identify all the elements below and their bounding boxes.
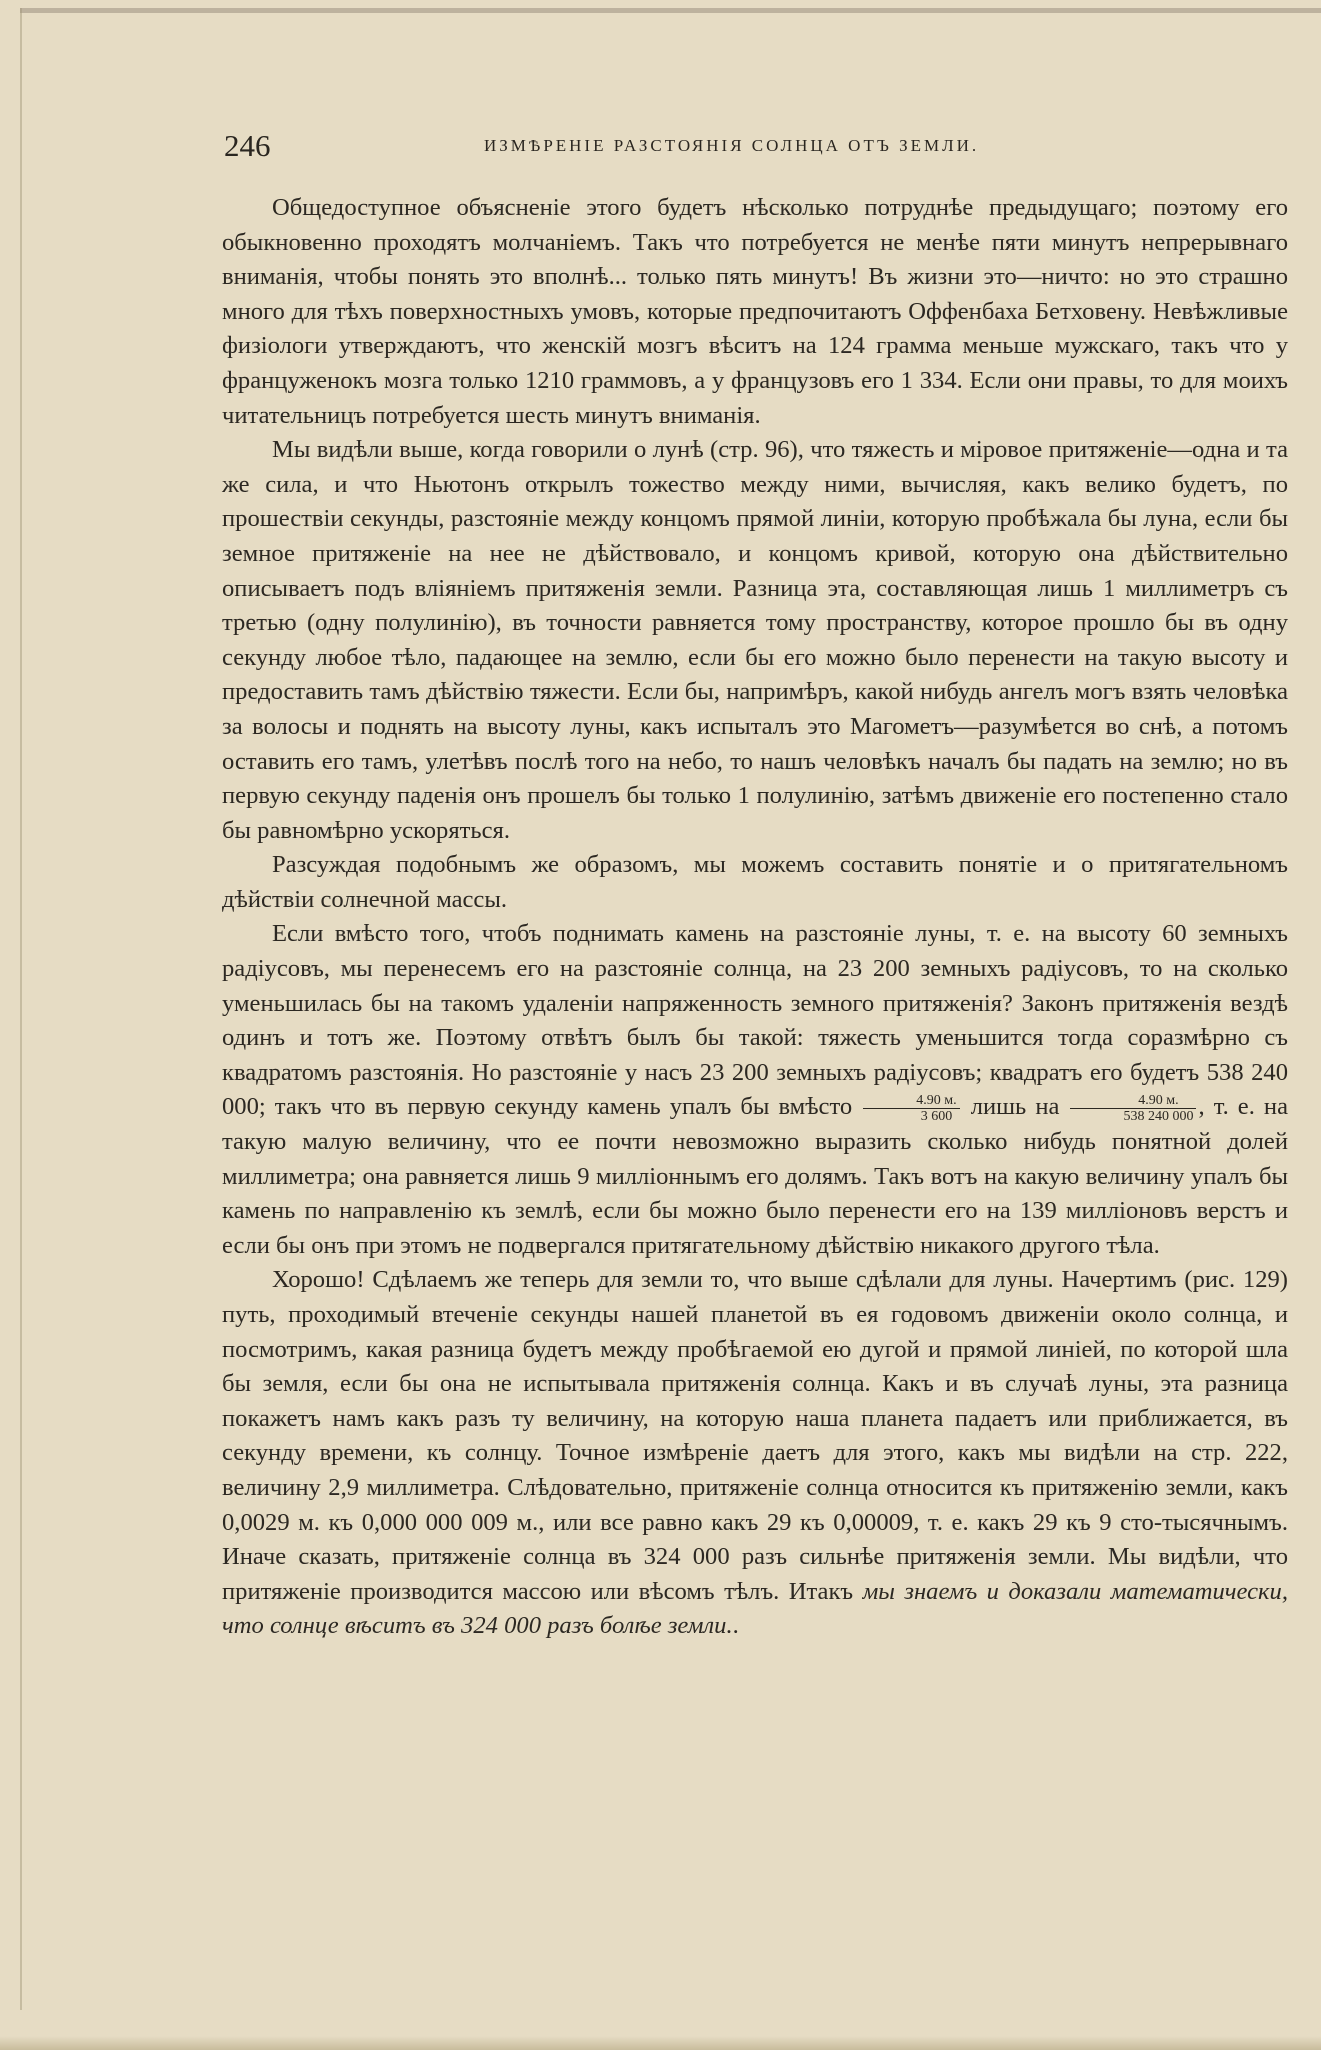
running-title: ИЗМѢРЕНІЕ РАЗСТОЯНІЯ СОЛНЦА ОТЪ ЗЕМЛИ. bbox=[484, 136, 980, 155]
fraction-numerator: 4.90 м. bbox=[1070, 1093, 1196, 1109]
paragraph-3: Разсуждая подобнымъ же образомъ, мы можемъ составить понятіе и о притягательномъ дѣйствіи солнечной массы. bbox=[222, 851, 1288, 913]
page-bottom-edge bbox=[0, 2036, 1321, 2050]
fraction-numerator: 4.90 м. bbox=[863, 1093, 959, 1109]
paragraph-1: Общедоступное объясненіе этого будетъ нѣсколько потруднѣе предыдущаго; поэтому его обыкновенно проходятъ молчаніемъ. Такъ что потребуется не менѣе пяти минутъ непрерывнаго вниманія, чтобы понять это вполнѣ... только пять минутъ! Въ жизни это—ничто: но это страшно много для тѣхъ поверхностныхъ умовъ, которые предпочитаютъ Оффенбаха Бетховену. Невѣжливые физіологи утверждаютъ, что женскій мозгъ вѣситъ на 124 грамма меньше мужскаго, такъ что у француженокъ мозга только 1210 граммовъ, а у французовъ его 1 334. Если они правы, то для моихъ читательницъ потребуется шесть минутъ вниманія. bbox=[222, 194, 1288, 429]
paragraph-4-text-after: , т. е. на такую малую величину, что ее почти невозможно выразить сколько нибудь понятной долей миллиметра; она равняется лишь 9 милліоннымъ его долямъ. Такъ вотъ на какую величину упалъ бы камень по направленію къ землѣ, если бы можно было перенести его на 139 милліоновъ верстъ и если бы онъ при этомъ не подвергался притягательному дѣйствію никакого другого тѣла. bbox=[222, 1093, 1288, 1259]
fraction-denominator: 538 240 000 bbox=[1123, 1109, 1194, 1125]
page-top-edge bbox=[20, 8, 1321, 13]
paragraph-4 bbox=[222, 917, 1288, 1263]
emphasized-conclusion: мы знаемъ и доказали математически, что солнце вѣситъ въ 324 000 разъ болѣе земли. bbox=[222, 1577, 1288, 1640]
paragraph-2: Мы видѣли выше, когда говорили о лунѣ (стр. 96), что тяжесть и міровое притяженіе—одна и та же сила, и что Ньютонъ открылъ тожество между ними, вычисляя, какъ велико будетъ, по прошествіи секунды, разстояніе между концомъ прямой линіи, которую пробѣжала бы луна, если бы земное притяженіе на нее не дѣйствовало, и концомъ кривой, которую она дѣйствительно описываетъ подъ вліяніемъ притяженія земли. Разница эта, составляющая лишь 1 миллиметръ съ третью (одну полулинію), въ точности равняется тому пространству, которое прошло бы въ одну секунду любое тѣло, падающее на землю, если бы его можно было перенести на такую высоту и предоставить тамъ дѣйствію тяжести. Если бы, напримѣръ, какой нибудь ангелъ могъ взять человѣка за волосы и поднять на высоту луны, какъ испыталъ это Магометъ—разумѣется во снѣ, а потомъ оставить его тамъ, улетѣвъ послѣ того на небо, то нашъ человѣкъ началъ бы падать на землю; но въ первую секунду паденія онъ прошелъ бы только 1 полулинію, затѣмъ движеніе его постепенно стало бы равномѣрно ускоряться. bbox=[222, 436, 1288, 844]
paragraph-4-text-before: Если вмѣсто того, чтобъ поднимать камень на разстояніе луны, т. е. на высоту 60 земныхъ радіусовъ, мы перенесемъ его на разстояніе солнца, на 23 200 земныхъ радіусовъ, то на сколько уменьшилась бы на такомъ удаленіи напряженность земного притяженія? Законъ притяженія вездѣ одинъ и тотъ же. Поэтому отвѣтъ былъ бы такой: тяжесть уменьшится тогда соразмѣрно съ квадратомъ разстоянія. Но разстояніе у насъ 23 200 земныхъ радіусовъ; квадратъ его будетъ 538 240 000; такъ что въ первую секунду камень упалъ бы вмѣсто bbox=[222, 920, 1288, 1121]
page-number: 246 bbox=[224, 128, 271, 163]
paragraph-4-text-mid: лишь на bbox=[970, 1093, 1060, 1121]
fraction-denominator: 3 600 bbox=[920, 1109, 953, 1125]
paragraph-5-end: . bbox=[732, 1612, 739, 1640]
body-text bbox=[222, 191, 1288, 1644]
fraction-sun-distance bbox=[1070, 1093, 1196, 1124]
fraction-moon-distance bbox=[863, 1093, 959, 1124]
paragraph-5-text: Хорошо! Сдѣлаемъ же теперь для земли то, что выше сдѣлали для луны. Начертимъ (рис. 129) путь, проходимый втеченіе секунды нашей планетой въ ея годовомъ движеніи около солнца, и посмотримъ, какая разница будетъ между пробѣгаемой ею дугой и прямой линіей, по которой шла бы земля, если бы она не испытывала притяженія солнца. Какъ и въ случаѣ луны, эта разница покажетъ намъ какъ разъ ту величину, на которую наша планета падаетъ или приближается, въ секунду времени, къ солнцу. Точное измѣреніе даетъ для этого, какъ мы видѣли на стр. 222, величину 2,9 миллиметра. Слѣдовательно, притяженіе солнца относится къ притяженію земли, какъ 0,0029 м. къ 0,000 000 009 м., или все равно какъ 29 къ 0,00009, т. е. какъ 29 къ 9 сто-тысячнымъ. Иначе сказать, притяженіе солнца въ 324 000 разъ сильнѣе притяженія земли. Мы видѣли, что притяженіе производится массою или вѣсомъ тѣлъ. Итакъ bbox=[222, 1266, 1288, 1605]
page-header bbox=[224, 128, 1288, 164]
paragraph-5 bbox=[222, 1263, 1288, 1644]
page-left-edge bbox=[20, 8, 22, 2010]
